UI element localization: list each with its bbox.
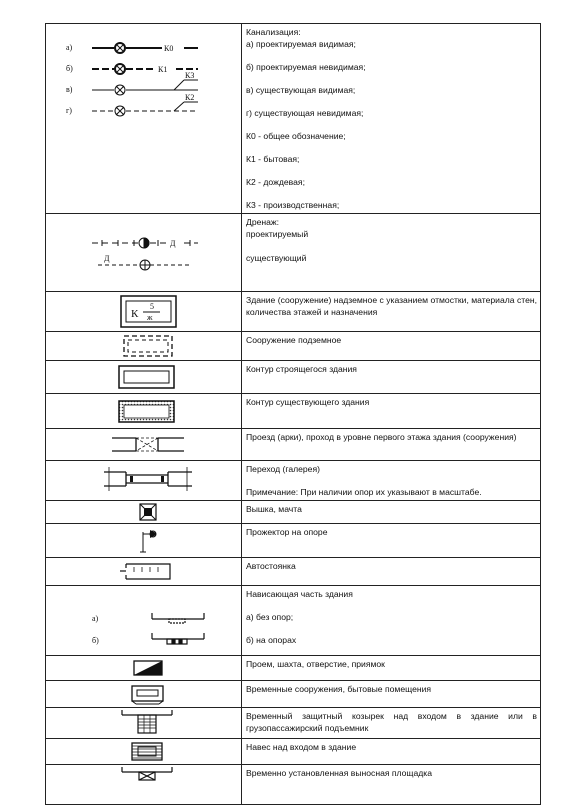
drainage-symbol [46,214,241,291]
arch-symbol [46,429,241,460]
platform-symbol [46,765,241,804]
description-cell [242,214,541,292]
legend-row-temporary [46,681,541,708]
desc-title: Дренаж: [246,217,280,227]
legend-row-gallery [46,461,541,501]
description-cell [242,708,541,739]
code-k0: К0 [164,44,174,53]
symbol-cell [46,681,242,708]
sewer-line-b [92,64,198,74]
existing-building-symbol [46,394,241,428]
label-a: а) [66,43,73,52]
symbol-floors: 5 [150,302,154,311]
symbol-cell [46,558,242,586]
symbol-cell [46,765,242,805]
code-k2: К2 [185,93,195,102]
description-cell [242,332,541,361]
desc-title: Контур строящегося здания [246,364,357,374]
label-v: в) [66,85,73,94]
overhang-a [152,613,204,623]
legend-row-platform [46,765,541,805]
description-cell [242,292,541,332]
desc-title: Нависающая часть здания [246,589,353,599]
description-cell [242,681,541,708]
desc-title: Временный защитный козырек над входом в здание или в грузопассажирский подъемник [246,711,537,733]
symbol-cell [46,524,242,558]
legend-row-sewer [46,24,541,214]
desc-title: Прожектор на опоре [246,527,328,537]
desc-title: Временно установленная выносная площадка [246,768,433,778]
desc-line: К3 - производственная; [246,200,340,210]
description-cell [242,586,541,656]
symbol-cell [46,24,242,214]
legend-row-canopy [46,739,541,765]
canopy-temp-symbol [46,708,241,738]
legend-row-floodlight [46,524,541,558]
legend-row-building-above [46,292,541,332]
overhang-b [152,633,204,644]
drainage-line-existing [98,260,192,270]
legend-row-parking [46,558,541,586]
description-cell [242,765,541,805]
desc-line: а) проектируемая видимая; [246,39,356,49]
symbol-cell [46,292,242,332]
desc-line: в) существующая видимая; [246,85,356,95]
sewer-symbol [46,24,241,212]
sewer-line-v [92,80,198,95]
drainage-line-projected [92,238,198,248]
code-k1: К1 [158,65,168,74]
label-g: г) [66,106,72,115]
desc-title: Проем, шахта, отверстие, приямок [246,659,385,669]
canopy-symbol [46,739,241,764]
description-cell [242,656,541,681]
description-cell [242,394,541,429]
desc-note: Примечание: При наличии опор их указывают в масштабе. [246,487,482,497]
legend-row-underground [46,332,541,361]
desc-title: Канализация: [246,27,301,37]
symbol-cell [46,429,242,461]
desc-title: Навес над входом в здание [246,742,357,752]
description-cell [242,739,541,765]
legend-row-arch [46,429,541,461]
legend-table [45,23,541,805]
description-cell [242,558,541,586]
symbol-cell [46,501,242,524]
symbol-cell [46,461,242,501]
code-d: Д [170,239,176,248]
code-k3: К3 [185,71,195,80]
building-above-symbol [46,292,241,331]
desc-title: Автостоянка [246,561,296,571]
desc-title: Проезд (арки), проход в уровне первого этажа здания (сооружения) [246,432,517,442]
legend-row-existing [46,394,541,429]
opening-symbol [46,656,241,680]
symbol-cell [46,214,242,292]
symbol-cell [46,739,242,765]
desc-line: г) существующая невидимая; [246,108,364,118]
label-b: б) [92,636,99,645]
desc-title: Здание (сооружение) надземное с указанием отмостки, материала стен, количества этажей и назначения [246,295,537,317]
legend-row-under-construction [46,361,541,394]
desc-line: К1 - бытовая; [246,154,300,164]
desc-title: Вышка, мачта [246,504,302,514]
desc-line: К0 - общее обозначение; [246,131,346,141]
desc-line: К2 - дождевая; [246,177,305,187]
label-b: б) [66,64,73,73]
symbol-cell [46,361,242,394]
desc-line: существующий [246,253,307,263]
legend-row-drainage [46,214,541,292]
temporary-symbol [46,681,241,707]
description-cell [242,461,541,501]
legend-row-tower [46,501,541,524]
desc-line: проектируемый [246,229,309,239]
description-cell [242,429,541,461]
tower-symbol [46,501,241,523]
sewer-line-a [92,43,198,53]
desc-title: Контур существующего здания [246,397,370,407]
sewer-line-g [92,102,198,116]
desc-line: б) на опорах [246,635,297,645]
symbol-cell [46,708,242,739]
description-cell [242,361,541,394]
symbol-cell [46,394,242,429]
description-cell [242,524,541,558]
legend-row-opening [46,656,541,681]
label-a: а) [92,614,99,623]
floodlight-symbol [46,524,241,557]
description-cell [242,24,541,214]
description-cell [242,501,541,524]
underground-symbol [46,332,241,360]
desc-title: Переход (галерея) [246,464,320,474]
symbol-material: ж [147,313,153,322]
parking-symbol [46,558,241,585]
desc-title: Сооружение подземное [246,335,342,345]
legend-row-overhang [46,586,541,656]
symbol-k: К [131,308,139,320]
gallery-symbol [46,461,241,498]
symbol-cell [46,656,242,681]
symbol-cell [46,332,242,361]
desc-line: а) без опор; [246,612,294,622]
overhang-symbol [46,586,241,655]
legend-row-canopy-temp [46,708,541,739]
construction-symbol [46,361,241,393]
desc-title: Временные сооружения, бытовые помещения [246,684,432,694]
code-d: Д [104,254,110,263]
symbol-cell [46,586,242,656]
desc-line: б) проектируемая невидимая; [246,62,366,72]
